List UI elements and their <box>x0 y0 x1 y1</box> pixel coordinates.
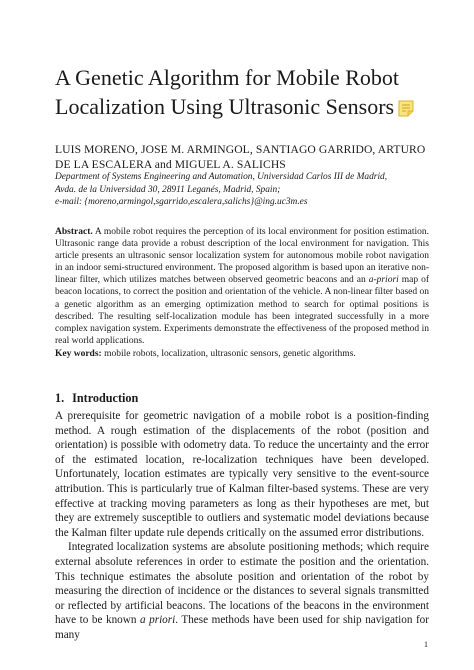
note-icon[interactable] <box>398 95 414 112</box>
body-paragraph-2 <box>55 540 429 642</box>
paper-title <box>55 63 435 121</box>
page-number: 1 <box>424 640 428 649</box>
abstract-label: Abstract. <box>55 227 93 237</box>
abstract <box>55 226 429 347</box>
body-paragraph-1: A prerequisite for geometric navigation of a mobile robot is a position-finding method. A rough estimation of the displacements of the robot (position and orientation) is possible with odometry data. To reduce the uncertainty and the error of the estimated location, re-localization techniques have been developed. Unfortunately, location estimates are typically very sensitive to the event-source attribution. This is particularly true of Kalman filter-based systems. These are very effective at tracking moving parameters as long as their hypotheses are met, but they are extremely susceptible to outliers and systematic model deviations because the Kalman filter update rule depends critically on the assumed error distributions. <box>55 410 429 539</box>
abstract-text-2: map of beacon locations, to correct the position and orientation of the vehicle. A non-linear filter based on a genetic algorithm as an emerging optimization method to search for optimal positions is described. The resulting self-localization module has been integrated successfully in a more complex navigation system. Experiments demonstrate the effectiveness of the proposed method in real world applications. <box>55 275 429 346</box>
affiliation <box>55 171 435 209</box>
affiliation-email: e-mail: {moreno,armingol,sgarrido,escalera,salichs}@ing.uc3m.es <box>55 197 308 208</box>
affiliation-department: Department of Systems Engineering and Automation, Universidad Carlos III de Madrid, <box>55 172 388 182</box>
abstract-italic-term: a-priori <box>368 275 399 286</box>
author-list: LUIS MORENO, JOSE M. ARMINGOL, SANTIAGO GARRIDO, ARTURO DE LA ESCALERA and MIGUEL A. SALICHS <box>55 143 426 171</box>
affiliation-address: Avda. de la Universidad 30, 28911 Leganés, Madrid, Spain; <box>55 184 281 195</box>
body-paragraph-2-italic: a priori <box>140 614 176 627</box>
paper-title-text: A Genetic Algorithm for Mobile Robot Localization Using Ultrasonic Sensors <box>55 65 400 119</box>
section-heading <box>55 391 435 406</box>
keywords-label: Key words: <box>55 349 102 359</box>
keywords <box>55 348 429 360</box>
body-text <box>55 409 429 643</box>
section-title: Introduction <box>72 391 139 405</box>
body-paragraph-2-text-2: . These methods have been used for ship navigation for many <box>55 614 429 641</box>
abstract-text-1: A mobile robot requires the perception of its local environment for position estimation. Ultrasonic range data provide a robust description of the local environment for navigation. This article presents an ultrasonic sensor localization system for autonomous mobile robot navigation in an indoor semi-structured environment. The proposed algorithm is based upon an iterative non-linear filter, which utilizes matches between observed geometric beacons and an <box>55 227 429 286</box>
body-paragraph-2-text-1: Integrated localization systems are absolute positioning methods; which require external absolute references in order to estimate the position and the orientation. This technique estimates the absolute position and orientation of the robot by measuring the direction of incidence or the distances to several signals transmitted or reflected by artificial beacons. The locations of the beacons in the environment have to be known <box>55 541 429 627</box>
keywords-text: mobile robots, localization, ultrasonic sensors, genetic algorithms. <box>104 349 356 359</box>
section-number: 1. <box>55 391 65 405</box>
